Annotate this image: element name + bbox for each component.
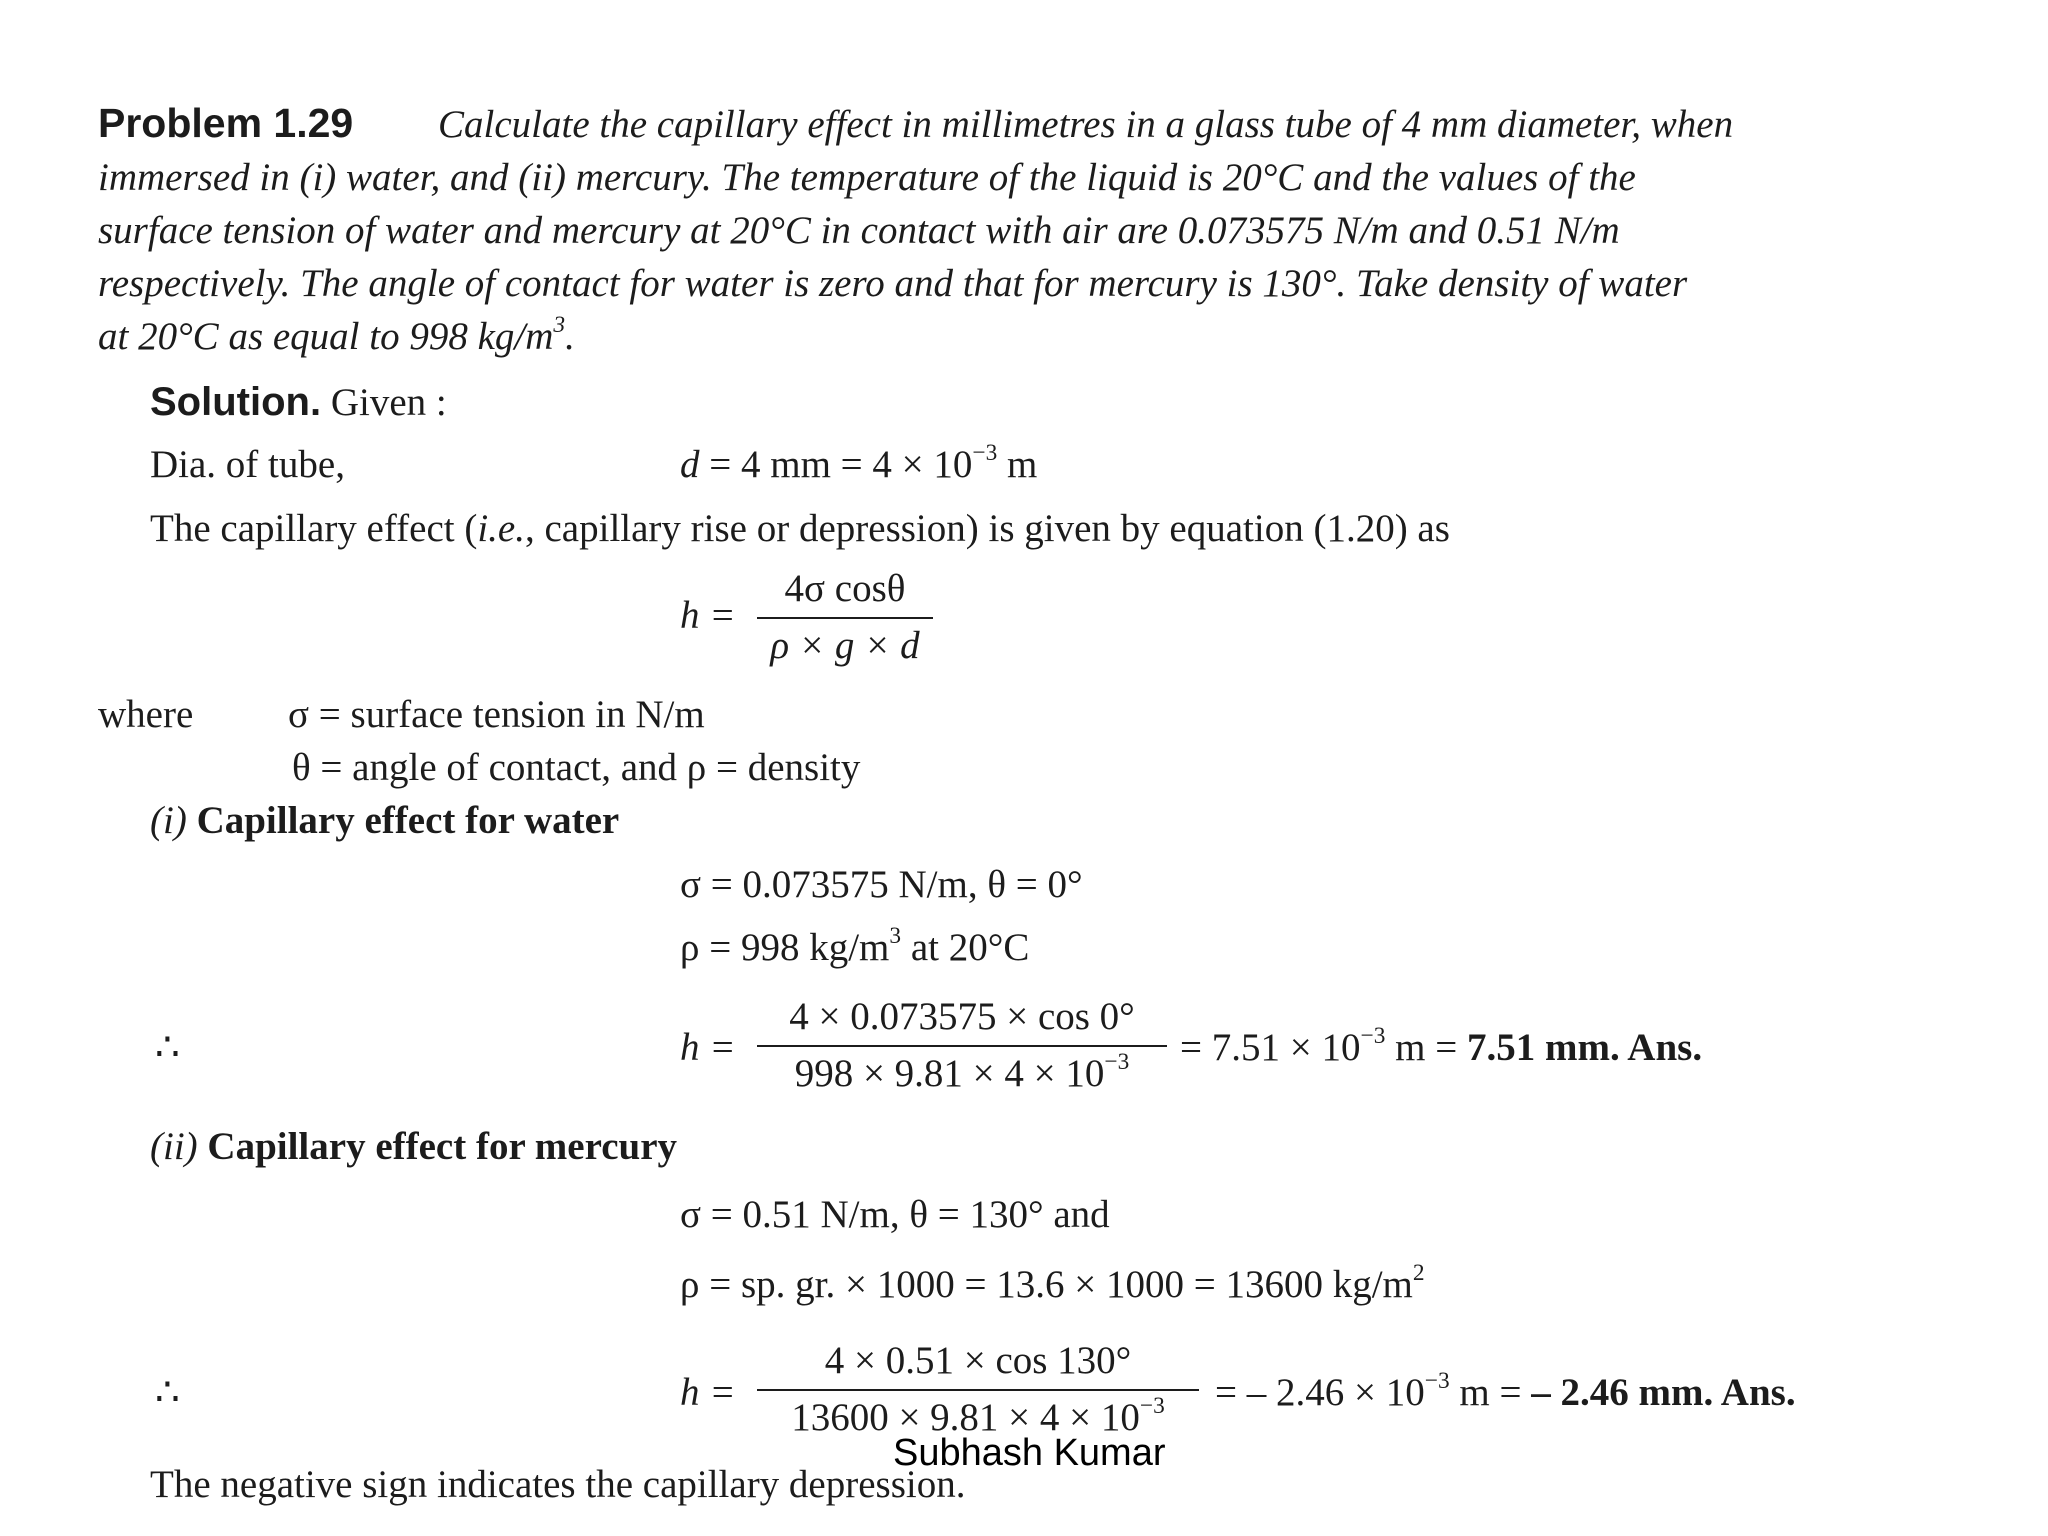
therefore-symbol: ∴ xyxy=(155,1371,180,1414)
problem-line-4: respectively. The angle of contact for water is zero and that for mercury is 130°. Take density of water xyxy=(98,262,1688,305)
formula-denominator: ρ × g × d xyxy=(770,624,920,667)
formula-fraction xyxy=(757,566,933,668)
therefore-symbol: ∴ xyxy=(155,1026,180,1069)
mercury-heading: (ii) Capillary effect for mercury xyxy=(150,1125,678,1168)
dia-equation: d = 4 mm = $4 \times 10^{-3}$ m xyxy=(680,439,1038,486)
water-h-lhs: h = xyxy=(680,1026,736,1069)
definition-theta-rho: θ = angle of contact, and ρ = density xyxy=(292,746,861,789)
mercury-sigma-line: σ = 0.51 N/m, θ = 130° and xyxy=(680,1193,1110,1236)
water-heading: (i) Capillary effect for water xyxy=(150,799,620,842)
mercury-result: = – $2.46 \times 10^{-3}$ m = – 2.46 mm. Ans. xyxy=(1215,1367,1796,1414)
formula-lhs: h = xyxy=(680,594,736,637)
mercury-numerator: 4 × 0.51 × cos 130° xyxy=(824,1339,1132,1382)
water-answer: 7.51 mm. Ans. xyxy=(1466,1026,1703,1069)
where-label: where xyxy=(98,693,194,736)
mercury-fraction xyxy=(757,1338,1199,1440)
problem-line-5: at 20°C as equal to 998 $kg/m^3$. xyxy=(98,311,575,358)
water-fraction xyxy=(757,994,1167,1096)
mercury-rho-line: ρ = sp. gr. × 1000 = 13.6 × 1000 = 13600 $kg/m^2$ xyxy=(680,1259,1425,1306)
watermark: Subhash Kumar xyxy=(893,1432,1166,1474)
water-result: = $7.51 \times 10^{-3}$ m = 7.51 mm. Ans. xyxy=(1180,1022,1703,1069)
problem-line-2: immersed in (i) water, and (ii) mercury. The temperature of the liquid is 20°C and the values of the xyxy=(98,156,1636,199)
closing-note: The negative sign indicates the capillary depression. xyxy=(150,1463,966,1506)
water-sigma-line: σ = 0.073575 N/m, θ = 0° xyxy=(680,863,1083,906)
equation-intro: The capillary effect (i.e., capillary rise or depression) is given by equation (1.20) as xyxy=(150,507,1450,550)
problem-line-3: surface tension of water and mercury at 20°C in contact with air are 0.073575 N/m and 0.51 N/m xyxy=(98,209,1620,252)
water-denominator: $998 \times 9.81 \times 4 \times 10^{-3}$ xyxy=(794,1048,1130,1095)
definition-sigma: σ = surface tension in N/m xyxy=(288,693,705,736)
mercury-h-lhs: h = xyxy=(680,1371,736,1414)
dia-label: Dia. of tube, xyxy=(150,443,345,486)
solution-heading: Solution. Given : xyxy=(150,380,447,424)
problem-label: Problem 1.29 xyxy=(98,100,354,146)
problem-line-1: Calculate the capillary effect in millimetres in a glass tube of 4 mm diameter, when xyxy=(438,103,1734,146)
water-rho-line: ρ = 998 $kg/m^3$ at 20°C xyxy=(680,922,1030,969)
water-numerator: 4 × 0.073575 × cos 0° xyxy=(789,995,1135,1038)
mercury-denominator: $13600 \times 9.81 \times 4 \times 10^{-3}$ xyxy=(791,1392,1165,1439)
formula-numerator: 4σ cosθ xyxy=(784,567,906,610)
mercury-answer: – 2.46 mm. Ans. xyxy=(1531,1371,1796,1414)
